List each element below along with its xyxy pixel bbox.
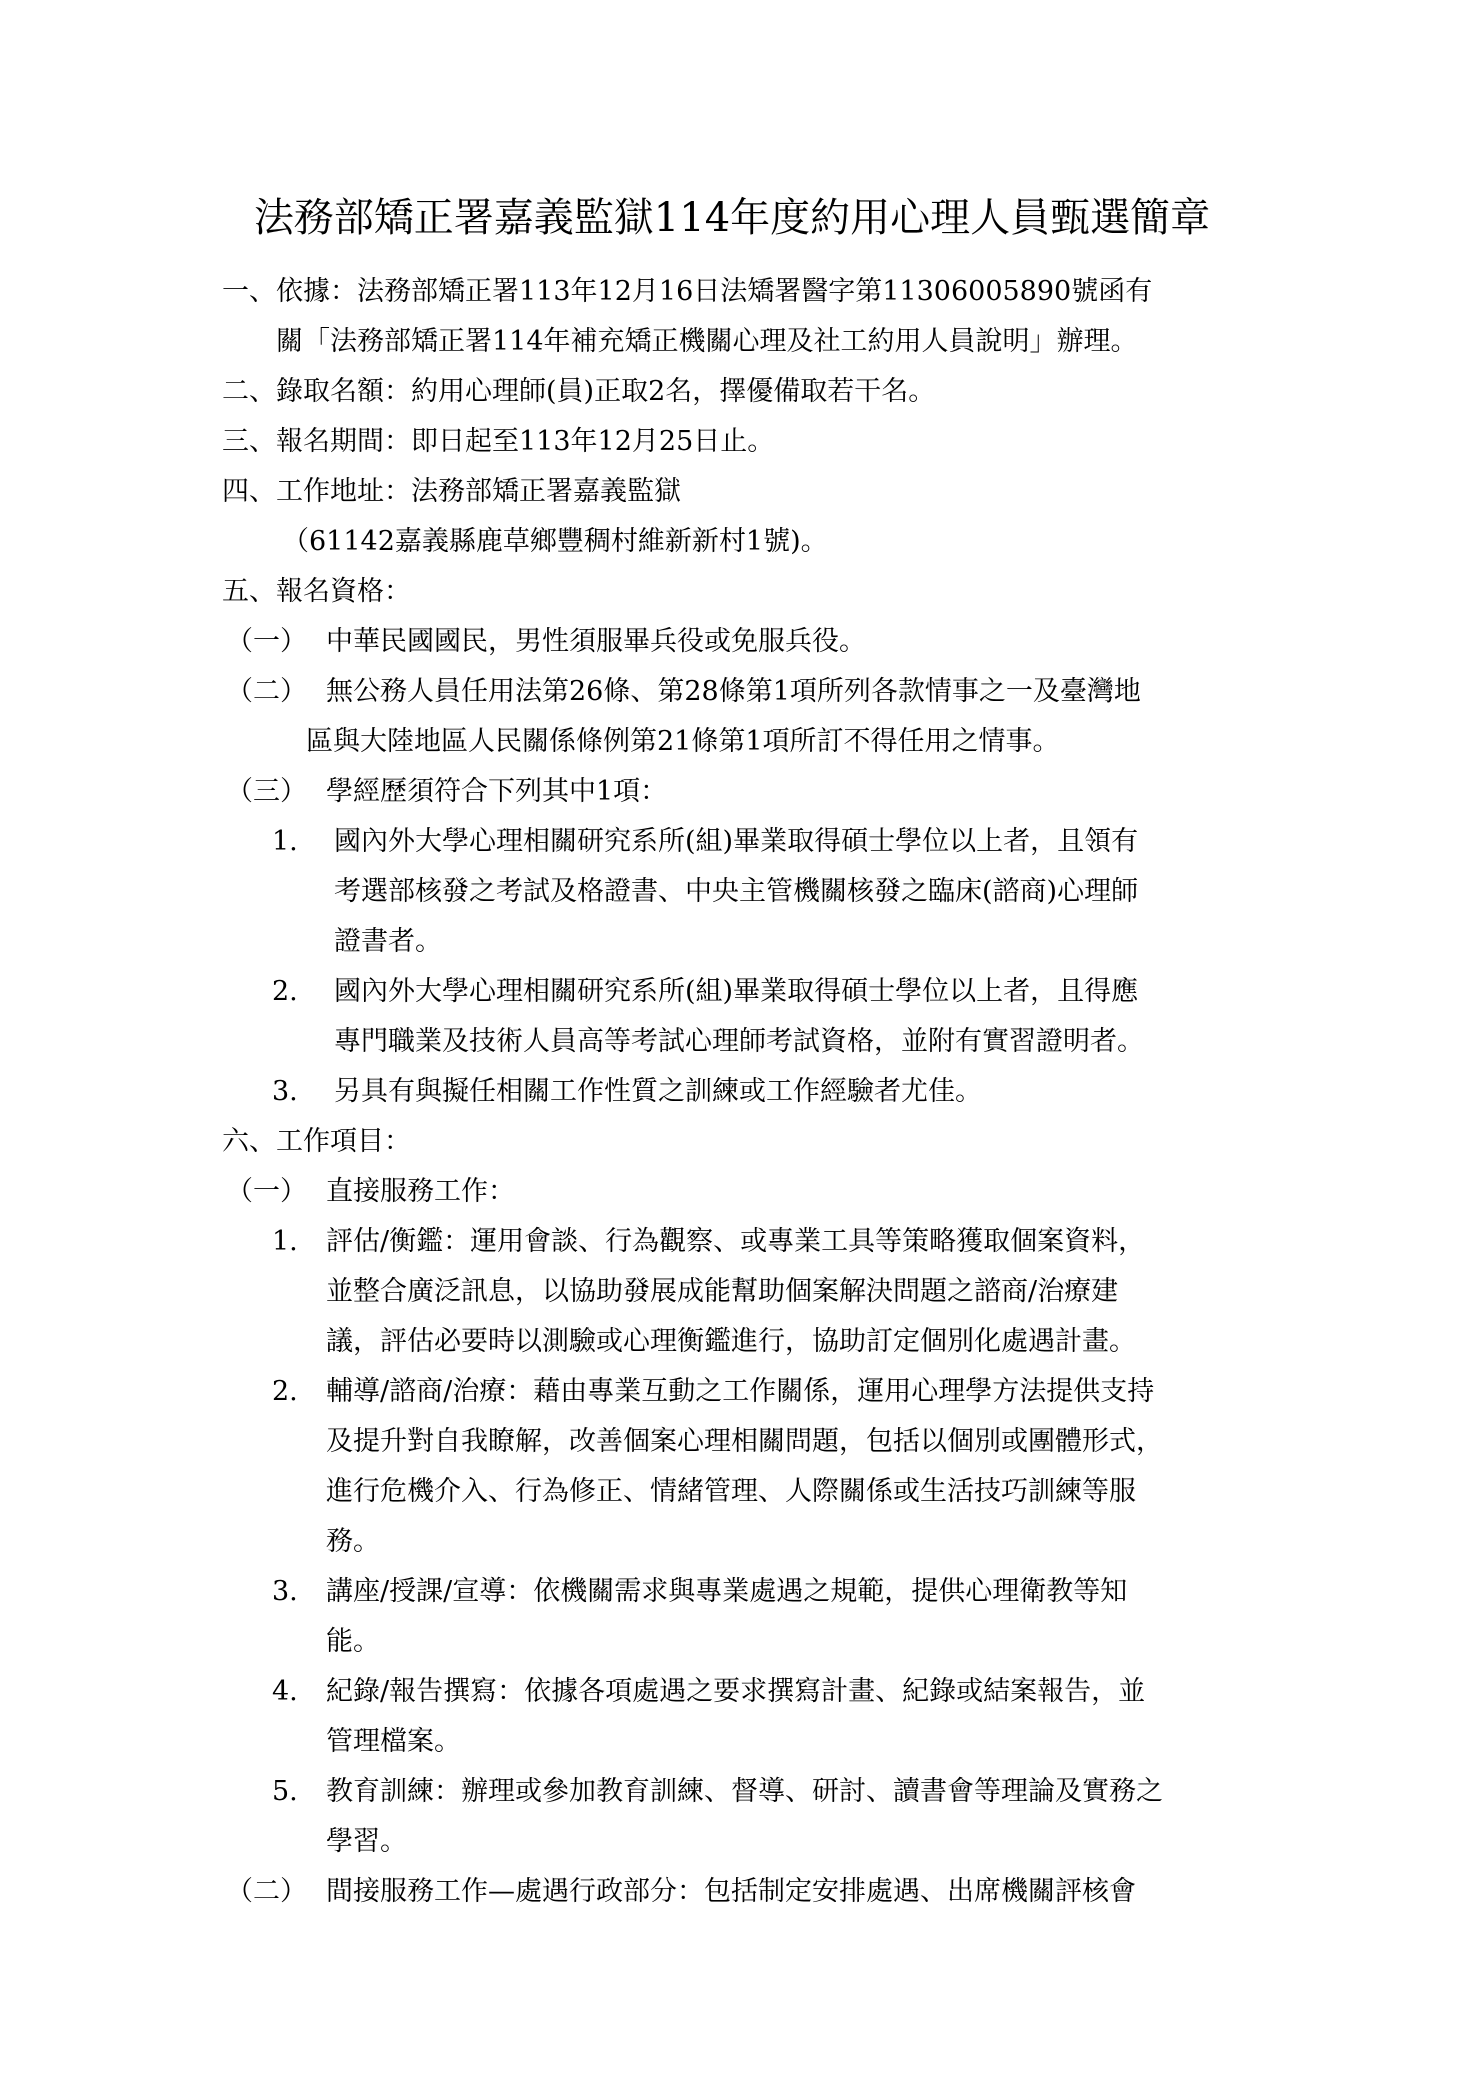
section-5-qualifications: 五、報名資格： (222, 576, 411, 607)
section-4-address: 四、工作地址：法務部矯正署嘉義監獄 (222, 476, 681, 507)
work-1-item-1-text: 評估/衡鑑：運用會談、行為觀察、或專業工具等策略獲取個案資料， (326, 1226, 1146, 1257)
work-1-item-4-text-end: 管理檔案。 (326, 1726, 461, 1757)
work-2-marker: （二） (226, 1876, 307, 1907)
section-2-quota: 二、錄取名額：約用心理師(員)正取2名，擇優備取若干名。 (222, 376, 936, 407)
section-1-basis: 一、依據：法務部矯正署113年12月16日法矯署醫字第11306005890號函有 (222, 276, 1153, 307)
work-1-item-1-text-cont: 並整合廣泛訊息，以協助發展成能幫助個案解決問題之諮商/治療建 (326, 1276, 1119, 1307)
work-1-item-2-text-end: 務。 (326, 1526, 380, 1557)
work-1-item-2-text-cont-2: 進行危機介入、行為修正、情緒管理、人際關係或生活技巧訓練等服 (326, 1476, 1136, 1507)
qual-3-item-1-number: 1. (272, 826, 298, 857)
qual-3-item-3-text: 另具有與擬任相關工作性質之訓練或工作經驗者尤佳。 (334, 1076, 982, 1107)
qual-1-text: 中華民國國民，男性須服畢兵役或免服兵役。 (326, 626, 866, 657)
qual-3-text: 學經歷須符合下列其中1項： (326, 776, 668, 807)
qual-3-item-2-number: 2. (272, 976, 298, 1007)
qual-3-marker: （三） (226, 776, 307, 807)
document-title: 法務部矯正署嘉義監獄114年度約用心理人員甄選簡章 (253, 195, 1211, 241)
work-1-item-4-text: 紀錄/報告撰寫：依據各項處遇之要求撰寫計畫、紀錄或結案報告，並 (326, 1676, 1146, 1707)
work-2-text: 間接服務工作—處遇行政部分：包括制定安排處遇、出席機關評核會 (326, 1876, 1136, 1907)
work-1-item-1-text-end: 議，評估必要時以測驗或心理衡鑑進行，協助訂定個別化處遇計畫。 (326, 1326, 1136, 1357)
work-1-item-1-number: 1. (272, 1226, 298, 1257)
qual-3-item-3-number: 3. (272, 1076, 298, 1107)
work-1-item-3-text-end: 能。 (326, 1626, 380, 1657)
qual-3-item-1-text: 國內外大學心理相關研究系所(組)畢業取得碩士學位以上者，且領有 (334, 826, 1139, 857)
qual-3-item-2-text: 國內外大學心理相關研究系所(組)畢業取得碩士學位以上者，且得應 (334, 976, 1139, 1007)
qual-2-marker: （二） (226, 676, 307, 707)
qual-2-text: 無公務人員任用法第26條、第28條第1項所列各款情事之一及臺灣地 (326, 676, 1141, 707)
qual-1-marker: （一） (226, 626, 307, 657)
section-3-period: 三、報名期間：即日起至113年12月25日止。 (222, 426, 775, 457)
section-4-address-detail: （61142嘉義縣鹿草鄉豐稠村維新新村1號)。 (282, 526, 828, 557)
qual-3-item-1-text-end: 證書者。 (334, 926, 442, 957)
work-1-item-2-text-cont: 及提升對自我瞭解，改善個案心理相關問題，包括以個別或團體形式， (326, 1426, 1163, 1457)
work-1-item-5-text: 教育訓練：辦理或參加教育訓練、督導、研討、讀書會等理論及實務之 (326, 1776, 1163, 1807)
section-6-work-items: 六、工作項目： (222, 1126, 411, 1157)
section-1-basis-cont: 關「法務部矯正署114年補充矯正機關心理及社工約用人員說明」辦理。 (276, 326, 1138, 357)
work-1-item-2-number: 2. (272, 1376, 298, 1407)
work-1-item-3-number: 3. (272, 1576, 298, 1607)
work-1-item-4-number: 4. (272, 1676, 298, 1707)
qual-2-text-cont: 區與大陸地區人民關係條例第21條第1項所訂不得任用之情事。 (306, 726, 1060, 757)
work-1-item-5-text-end: 學習。 (326, 1826, 407, 1857)
work-1-item-5-number: 5. (272, 1776, 298, 1807)
qual-3-item-2-text-cont: 專門職業及技術人員高等考試心理師考試資格，並附有實習證明者。 (334, 1026, 1144, 1057)
qual-3-item-1-text-cont: 考選部核發之考試及格證書、中央主管機關核發之臨床(諮商)心理師 (334, 876, 1139, 907)
work-1-text: 直接服務工作： (326, 1176, 515, 1207)
work-1-item-2-text: 輔導/諮商/治療：藉由專業互動之工作關係，運用心理學方法提供支持 (326, 1376, 1155, 1407)
work-1-item-3-text: 講座/授課/宣導：依機關需求與專業處遇之規範，提供心理衛教等知 (326, 1576, 1128, 1607)
work-1-marker: （一） (226, 1176, 307, 1207)
